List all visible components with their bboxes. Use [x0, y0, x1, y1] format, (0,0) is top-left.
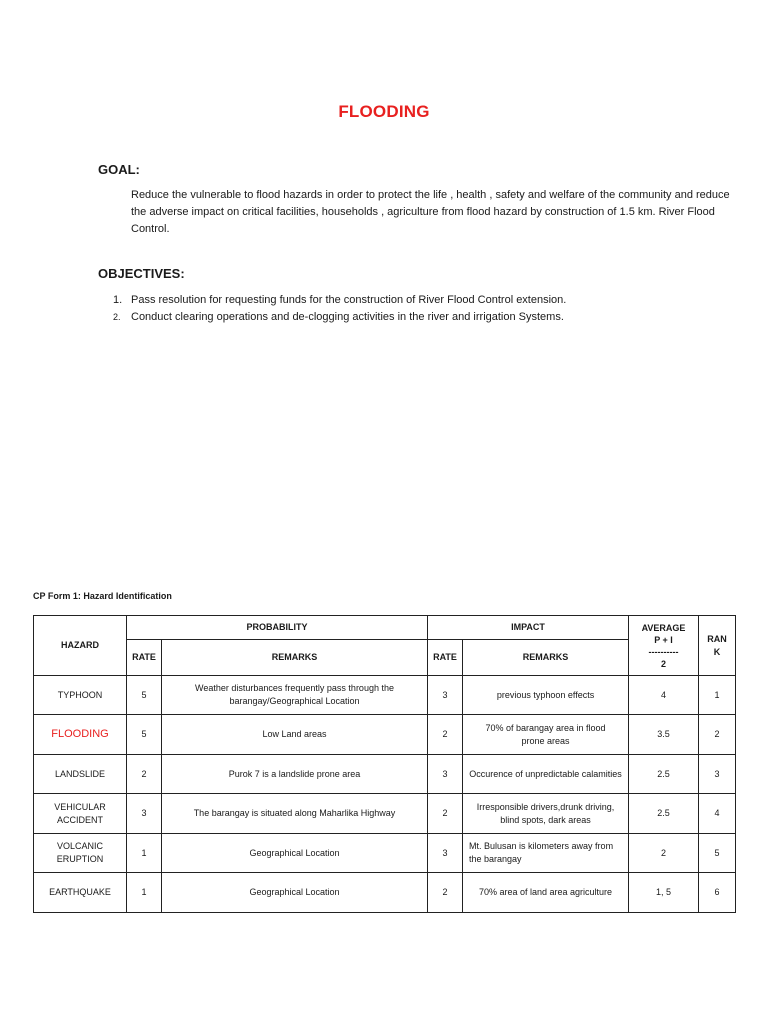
- probability-remarks-cell: The barangay is situated along Maharlika Highway: [162, 794, 428, 834]
- rank-cell: 3: [699, 755, 736, 794]
- header-impact: IMPACT: [428, 616, 629, 640]
- probability-remarks-cell: Weather disturbances frequently pass through the barangay/Geographical Location: [162, 676, 428, 715]
- impact-rate-cell: 3: [428, 676, 463, 715]
- average-cell: 3.5: [629, 715, 699, 755]
- probability-rate-cell: 3: [127, 794, 162, 834]
- rank-cell: 1: [699, 676, 736, 715]
- hazard-cell: LANDSLIDE: [34, 755, 127, 794]
- header-probability: PROBABILITY: [127, 616, 428, 640]
- impact-rate-cell: 3: [428, 834, 463, 873]
- rank-cell: 4: [699, 794, 736, 834]
- hazard-cell: VEHICULAR ACCIDENT: [34, 794, 127, 834]
- probability-remarks-cell: Low Land areas: [162, 715, 428, 755]
- header-rank: RAN K: [699, 616, 736, 676]
- impact-remarks-cell: 70% of barangay area in flood prone areas: [463, 715, 629, 755]
- probability-rate-cell: 2: [127, 755, 162, 794]
- probability-remarks-cell: Purok 7 is a landslide prone area: [162, 755, 428, 794]
- header-impact-rate: RATE: [428, 640, 463, 676]
- table-row: [34, 676, 736, 715]
- table-row: [34, 873, 736, 913]
- table-row: [34, 715, 736, 755]
- hazard-cell: VOLCANIC ERUPTION: [34, 834, 127, 873]
- header-hazard: HAZARD: [34, 616, 127, 676]
- impact-remarks-cell: 70% area of land area agriculture: [463, 873, 629, 913]
- table-row: [34, 834, 736, 873]
- probability-rate-cell: 5: [127, 715, 162, 755]
- objective-text: Pass resolution for requesting funds for the construction of River Flood Control extension.: [131, 294, 567, 306]
- impact-rate-cell: 2: [428, 715, 463, 755]
- header-average: AVERAGE P + I ---------- 2: [629, 616, 699, 676]
- header-probability-remarks: REMARKS: [162, 640, 428, 676]
- rank-cell: 6: [699, 873, 736, 913]
- average-cell: 2.5: [629, 755, 699, 794]
- average-cell: 4: [629, 676, 699, 715]
- hazard-cell: FLOODING: [34, 715, 127, 755]
- list-number: 2.: [113, 312, 121, 322]
- impact-remarks-cell: Occurence of unpredictable calamities: [463, 755, 629, 794]
- impact-rate-cell: 2: [428, 794, 463, 834]
- goal-heading: GOAL:: [98, 162, 140, 177]
- objective-text: Conduct clearing operations and de-clogging activities in the river and irrigation Systems.: [131, 311, 564, 323]
- header-impact-remarks: REMARKS: [463, 640, 629, 676]
- hazard-cell: EARTHQUAKE: [34, 873, 127, 913]
- probability-rate-cell: 1: [127, 873, 162, 913]
- rank-cell: 5: [699, 834, 736, 873]
- impact-rate-cell: 2: [428, 873, 463, 913]
- probability-remarks-cell: Geographical Location: [162, 873, 428, 913]
- impact-remarks-cell: Irresponsible drivers,drunk driving, blind spots, dark areas: [463, 794, 629, 834]
- objectives-heading: OBJECTIVES:: [98, 266, 185, 281]
- impact-rate-cell: 3: [428, 755, 463, 794]
- goal-text: Reduce the vulnerable to flood hazards in order to protect the life , health , safety and welfare of the community and reduce the adverse impact on critical facilities, households , agriculture from flood hazard by construction of 1.5 km. River Flood Control.: [131, 189, 730, 235]
- probability-rate-cell: 5: [127, 676, 162, 715]
- form-label: CP Form 1: Hazard Identification: [33, 591, 172, 601]
- probability-remarks-cell: Geographical Location: [162, 834, 428, 873]
- rank-cell: 2: [699, 715, 736, 755]
- impact-remarks-cell: Mt. Bulusan is kilometers away from the barangay: [463, 834, 629, 873]
- average-cell: 2.5: [629, 794, 699, 834]
- probability-rate-cell: 1: [127, 834, 162, 873]
- list-item: [113, 292, 733, 309]
- list-item: [113, 309, 733, 326]
- average-cell: 1, 5: [629, 873, 699, 913]
- header-probability-rate: RATE: [127, 640, 162, 676]
- list-number: 1.: [113, 294, 123, 306]
- objectives-list: [113, 292, 733, 326]
- table-row: [34, 794, 736, 834]
- impact-remarks-cell: previous typhoon effects: [463, 676, 629, 715]
- page-title: FLOODING: [338, 102, 430, 121]
- table-row: [34, 755, 736, 794]
- hazard-cell: TYPHOON: [34, 676, 127, 715]
- average-cell: 2: [629, 834, 699, 873]
- hazard-table: [33, 615, 736, 913]
